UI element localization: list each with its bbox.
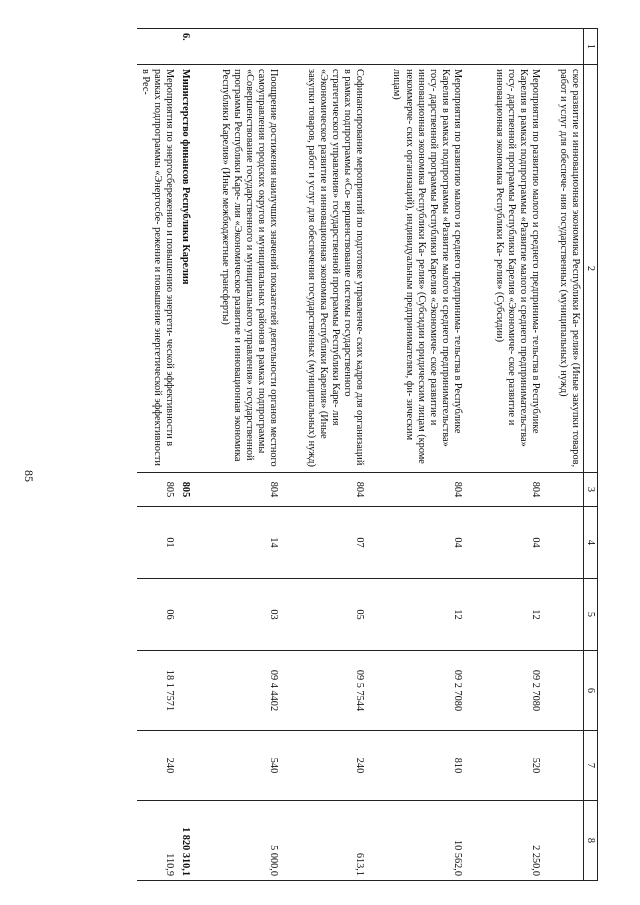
row-number <box>544 29 584 65</box>
cell-amount: 1 820 310,1 <box>177 801 193 881</box>
table-row <box>137 29 178 881</box>
cell-c7: 520 <box>466 731 544 801</box>
cell-c3: 805 <box>137 473 178 507</box>
cell-amount <box>544 801 584 881</box>
cell-c6: 09 5 7544 <box>282 651 368 731</box>
cell-c4 <box>544 507 584 579</box>
cell-c7 <box>544 731 584 801</box>
cell-c3 <box>544 473 584 507</box>
cell-c5: 03 <box>194 579 282 651</box>
cell-c7: 240 <box>137 731 178 801</box>
table-row-ministry <box>177 29 193 881</box>
cell-c5: 06 <box>137 579 178 651</box>
cell-amount: 5 000,0 <box>194 801 282 881</box>
cell-c7 <box>177 731 193 801</box>
table-header <box>584 29 598 881</box>
row-description: Министерство финансов Республики Карелия <box>177 65 193 473</box>
row-description: Софинансирование мероприятий по подготовке управленче- ских кадров для организаций в рамках подпрограммы «Со- вершенствование системы государственного стратегического управления» государственной программы Республики Каре- лия «Экономическое развитие и инновационная экономика Республики Карелия» (Иные закупки товаров, работ и услуг для обеспечения государственных (муниципальных) нужд) <box>282 65 368 473</box>
page-number: 85 <box>22 470 36 482</box>
row-number <box>194 29 282 65</box>
row-number: 6. <box>177 29 193 65</box>
row-description: Мероприятия по развитию малого и среднего предпринима- тельства в Республике Карелия в рамках подпрограммы «Развитие малого и среднего предпринимательства» госу- дарственной программы Республики Карелия «Экономиче- ское развитие и инновационная экономика Республики Ка- релия» (Субсидии) <box>466 65 544 473</box>
cell-c5 <box>177 579 193 651</box>
cell-c4: 14 <box>194 507 282 579</box>
cell-c3: 804 <box>368 473 466 507</box>
cell-amount: 2 250,0 <box>466 801 544 881</box>
row-description: Поощрение достижения наилучших значений показателей деятельности органов местного самоуправления городских округов и муниципальных районов в рамках подпрограммы «Совершенствование государственного и муниципального управления» государственной программы Республики Каре- лия «Экономическое развитие и инновационная экономика Республики Карелия» (Иные межбюджетные трансферты) <box>194 65 282 473</box>
table-row <box>466 29 544 881</box>
row-number <box>368 29 466 65</box>
header-cell: 6 <box>584 651 598 731</box>
header-cell: 3 <box>584 473 598 507</box>
header-cell: 2 <box>584 65 598 473</box>
row-description: ское развитие и инновационная экономика Республики Ка- релия» (Иные закупки товаров, работ и услуг для обеспече- ния государственных (муниципальных) нужд) <box>544 65 584 473</box>
cell-c6: 09 2 7080 <box>466 651 544 731</box>
cell-c3: 804 <box>282 473 368 507</box>
cell-c5: 12 <box>368 579 466 651</box>
header-cell: 1 <box>584 29 598 65</box>
table-row <box>282 29 368 881</box>
rotated-page <box>118 28 598 880</box>
cell-c5: 05 <box>282 579 368 651</box>
cell-amount: 613,1 <box>282 801 368 881</box>
row-description: Мероприятия по развитию малого и среднего предпринима- тельства в Республике Карелия в рамках подпрограммы «Развитие малого и среднего предпринимательства» госу- дарственной программы Республики Карелия «Экономиче- ское развитие и инновационная экономика Республики Ка- релия» (Субсидии юридическим лицам (кроме некоммерче- ских организаций), индивидуальным предпринимателям, фи- зическим лицам) <box>368 65 466 473</box>
table-row <box>194 29 282 881</box>
cell-c6: 09 2 7080 <box>368 651 466 731</box>
cell-c3: 804 <box>194 473 282 507</box>
row-number <box>466 29 544 65</box>
cell-c6: 18 1 7571 <box>137 651 178 731</box>
cell-amount: 110,9 <box>137 801 178 881</box>
budget-table <box>137 28 598 881</box>
cell-c4: 04 <box>368 507 466 579</box>
cell-c5 <box>544 579 584 651</box>
cell-c4: 07 <box>282 507 368 579</box>
row-description: Мероприятия по энергосбережению и повышению энергети- ческой эффективности в рамках подпрограммы «Энергосбе- режение и повышение энергетической эффективности в Рес- <box>137 65 178 473</box>
header-cell: 5 <box>584 579 598 651</box>
header-cell: 7 <box>584 731 598 801</box>
table-row <box>544 29 584 881</box>
cell-c5: 12 <box>466 579 544 651</box>
table-row <box>368 29 466 881</box>
cell-c4: 04 <box>466 507 544 579</box>
cell-amount: 10 562,0 <box>368 801 466 881</box>
cell-c4: 01 <box>137 507 178 579</box>
header-cell: 8 <box>584 801 598 881</box>
row-number <box>282 29 368 65</box>
cell-c6 <box>544 651 584 731</box>
cell-c3: 805 <box>177 473 193 507</box>
header-cell: 4 <box>584 507 598 579</box>
cell-c6 <box>177 651 193 731</box>
cell-c7: 810 <box>368 731 466 801</box>
row-number <box>137 29 178 65</box>
cell-c6: 09 4 4402 <box>194 651 282 731</box>
cell-c7: 240 <box>282 731 368 801</box>
cell-c3: 804 <box>466 473 544 507</box>
cell-c4 <box>177 507 193 579</box>
cell-c7: 540 <box>194 731 282 801</box>
